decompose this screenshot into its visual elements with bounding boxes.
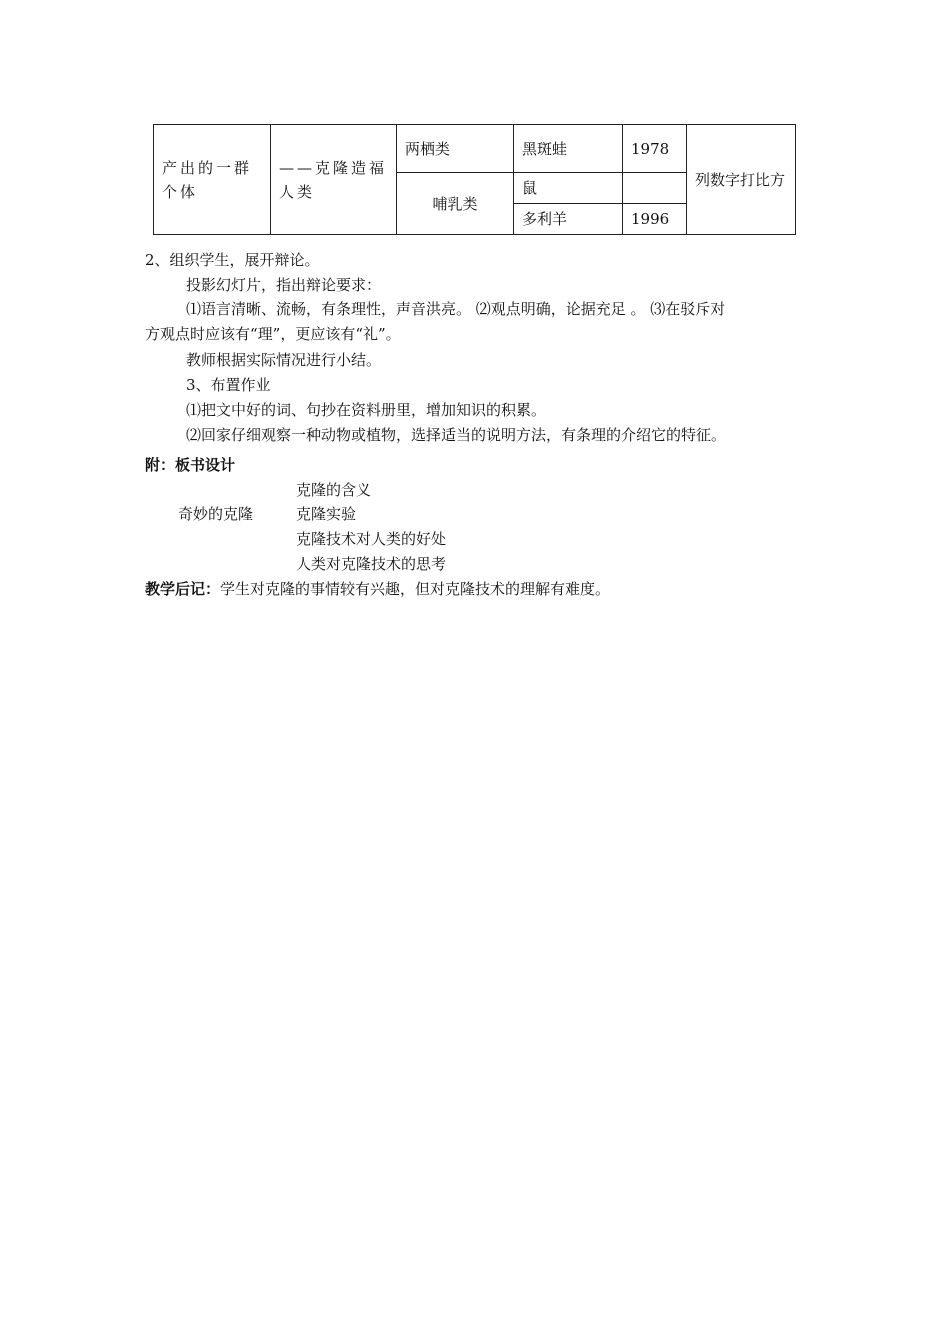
table-cell-year: [623, 173, 687, 204]
paragraph: ⑴把文中好的词、句抄在资料册里，增加知识的积累。: [186, 401, 547, 419]
table-cell-class: 两栖类: [397, 125, 514, 173]
table-cell-subtitle: ——克隆造福人类: [271, 125, 397, 235]
board-item: 克隆实验: [296, 505, 357, 523]
paragraph: 3、布置作业: [186, 376, 271, 394]
table-cell-animal: 鼠: [514, 173, 623, 204]
table-cell-year: 1996: [623, 204, 687, 235]
notes-text: 学生对克隆的事情较有兴趣，但对克隆技术的理解有难度。: [220, 580, 611, 598]
board-item: 克隆的含义: [296, 481, 372, 499]
board-title: 奇妙的克隆: [178, 505, 254, 523]
paragraph: 教师根据实际情况进行小结。: [186, 351, 382, 369]
paragraph: ⑴语言清晰、流畅，有条理性，声音洪亮。 ⑵观点明确，论据充足 。 ⑶在驳斥对: [186, 300, 726, 318]
table-cell-year: 1978: [623, 125, 687, 173]
board-heading: 附：板书设计: [145, 456, 236, 474]
board-item: 克隆技术对人类的好处: [296, 530, 447, 548]
table-row: [154, 125, 796, 173]
table-cell-animal: 黑斑蛙: [514, 125, 623, 173]
teaching-notes: [145, 578, 610, 600]
table-cell-class: 哺乳类: [397, 173, 514, 235]
table-cell-description: 产出的一群个体: [154, 125, 271, 235]
table-cell-animal: 多利羊: [514, 204, 623, 235]
paragraph: 2、组织学生，展开辩论。: [145, 251, 320, 269]
notes-label: 教学后记：: [145, 580, 221, 598]
content-table: [153, 124, 796, 235]
board-item: 人类对克隆技术的思考: [296, 555, 447, 573]
paragraph: 投影幻灯片，指出辩论要求：: [186, 276, 382, 294]
paragraph: ⑵回家仔细观察一种动物或植物，选择适当的说明方法，有条理的介绍它的特征。: [186, 426, 727, 444]
paragraph: 方观点时应该有“理”，更应该有“礼”。: [145, 325, 401, 343]
table-cell-method: 列数字打比方: [687, 125, 796, 235]
